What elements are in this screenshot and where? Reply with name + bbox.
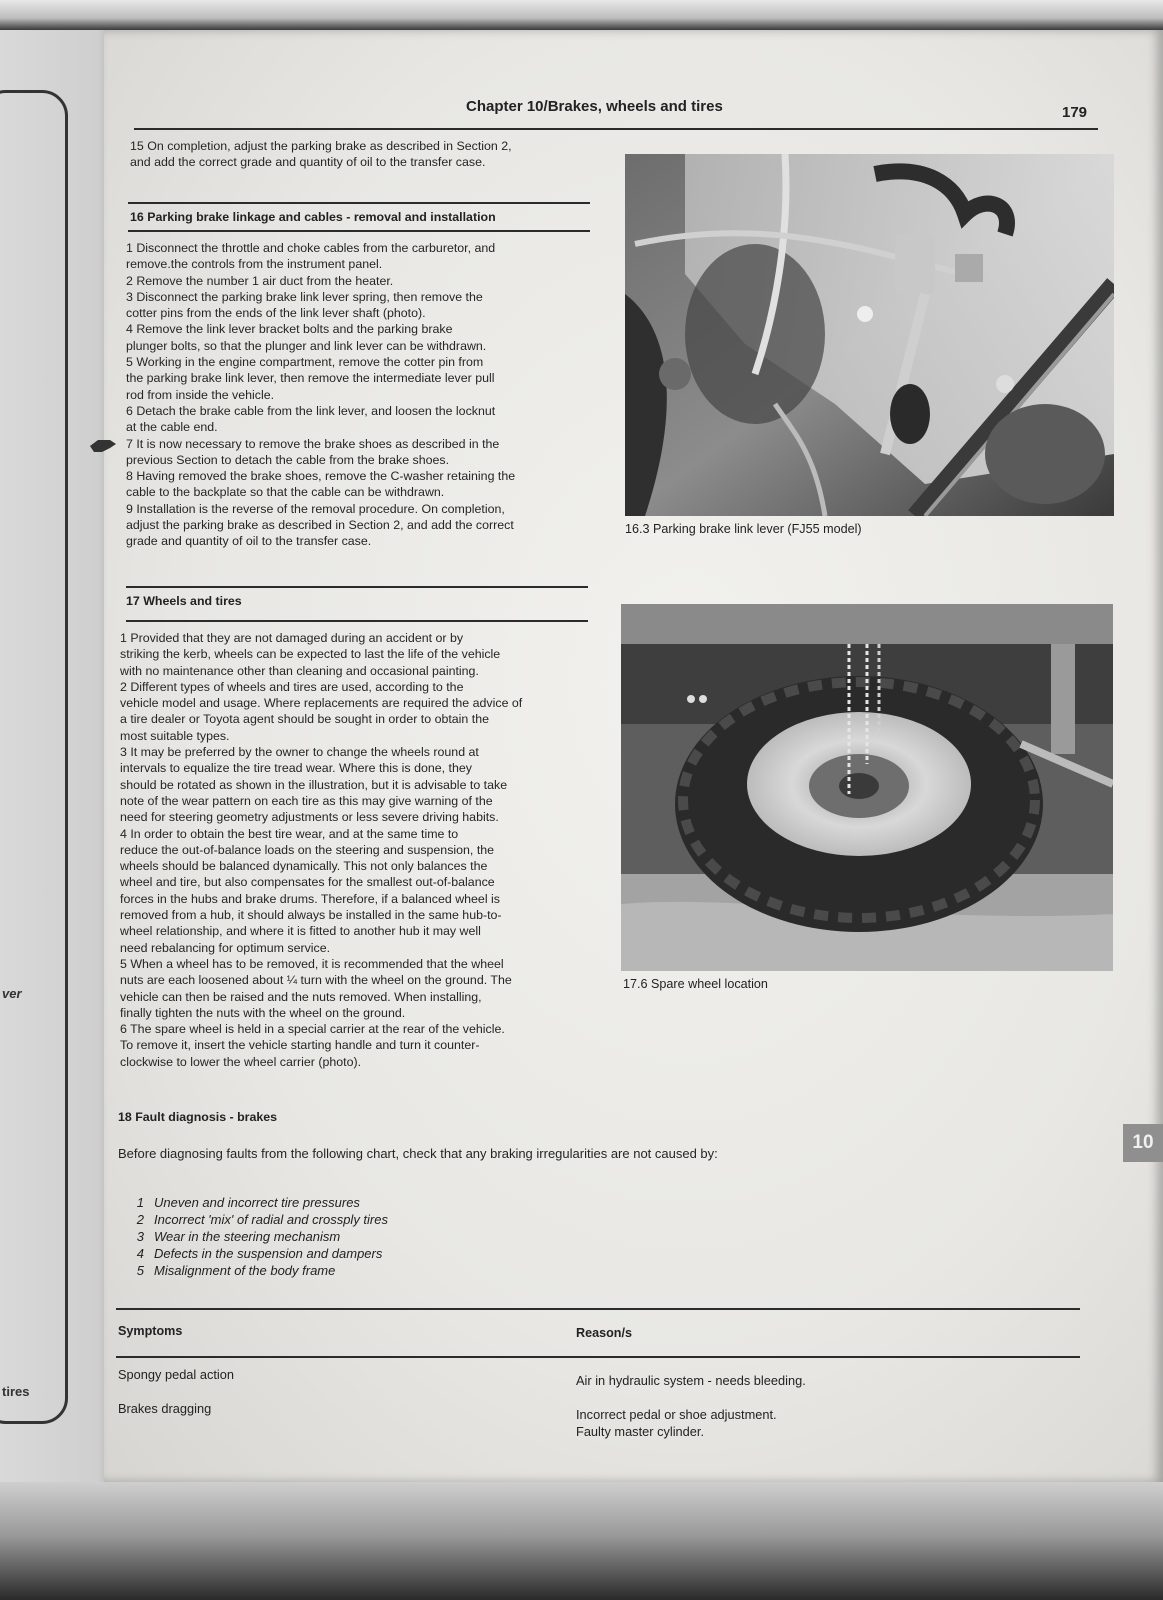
text-line: 6 Detach the brake cable from the link lever, and loosen the locknut <box>126 403 496 418</box>
text-line: 2 Different types of wheels and tires are used, according to the <box>120 679 464 694</box>
section-17-title: 17 Wheels and tires <box>126 594 242 608</box>
text-line: need rebalancing for optimum service. <box>120 940 331 955</box>
col-header-symptoms: Symptoms <box>118 1324 183 1338</box>
previous-page-label: tires <box>2 1384 30 1399</box>
text-line: 5 When a wheel has to be removed, it is recommended that the wheel <box>120 956 504 971</box>
text-line: clockwise to lower the wheel carrier (photo). <box>120 1054 362 1069</box>
photo-caption: 17.6 Spare wheel location <box>623 977 768 991</box>
photo-caption: 16.3 Parking brake link lever (FJ55 model) <box>625 522 862 536</box>
section-rule <box>126 586 588 588</box>
section-rule <box>126 620 588 622</box>
book-page <box>104 30 1163 1482</box>
previous-page-frame <box>0 90 68 1424</box>
intro-text <box>130 138 600 171</box>
text-line: striking the kerb, wheels can be expected to last the life of the vehicle <box>120 647 501 662</box>
text-line: 3 It may be preferred by the owner to change the wheels round at <box>120 745 479 760</box>
section-16-body <box>126 240 601 550</box>
text-line: 8 Having removed the brake shoes, remove the C-washer retaining the <box>126 469 516 484</box>
text-line: cotter pins from the ends of the link lever shaft (photo). <box>126 306 426 321</box>
text-line: previous Section to detach the cable from the brake shoes. <box>126 452 450 467</box>
text-line: wheels should be balanced dynamically. This not only balances the <box>120 859 488 874</box>
section-17-body <box>120 630 602 1070</box>
section-rule <box>128 230 590 232</box>
list-item: 3 Wear in the steering mechanism <box>136 1229 341 1244</box>
text-line: and add the correct grade and quantity of oil to the transfer case. <box>130 155 486 170</box>
chapter-header: Chapter 10/Brakes, wheels and tires <box>466 98 723 115</box>
text-line: need for steering geometry adjustments or less severe driving habits. <box>120 810 499 825</box>
text-line: 4 In order to obtain the best tire wear, and at the same time to <box>120 826 459 841</box>
text-line: reduce the out-of-balance loads on the steering and suspension, the <box>120 842 495 857</box>
table-top-rule <box>116 1308 1080 1310</box>
text-line: the parking brake link lever, then remove the intermediate lever pull <box>126 371 495 386</box>
text-line: rod from inside the vehicle. <box>126 387 275 402</box>
text-line: grade and quantity of oil to the transfer case. <box>126 534 372 549</box>
text-line: 7 It is now necessary to remove the brake shoes as described in the <box>126 436 500 451</box>
text-line: adjust the parking brake as described in Section 2, and add the correct <box>126 518 514 533</box>
text-line: intervals to equalize the tire tread wear. Where this is done, they <box>120 761 472 776</box>
text-line: 1 Disconnect the throttle and choke cables from the carburetor, and <box>126 241 496 255</box>
text-line: finally tighten the nuts with the wheel on the ground. <box>120 1005 406 1020</box>
chapter-tab: 10 <box>1123 1124 1163 1162</box>
previous-page-label: ver <box>2 986 22 1001</box>
table-header-rule <box>116 1356 1080 1358</box>
text-line: 6 The spare wheel is held in a special carrier at the rear of the vehicle. <box>120 1022 505 1037</box>
text-line: 2 Remove the number 1 air duct from the heater. <box>126 273 394 288</box>
section-16-title: 16 Parking brake linkage and cables - removal and installation <box>130 210 496 224</box>
text-line: with no maintenance other than cleaning and occasional painting. <box>120 663 479 678</box>
pointing-hand-icon <box>88 434 118 458</box>
scanner-edge-bottom <box>0 1482 1163 1600</box>
text-line: cable to the backplate so that the cable can be withdrawn. <box>126 485 445 500</box>
section-rule <box>128 202 590 204</box>
text-line: wheel relationship, and where it is fitted to another hub it may well <box>120 924 481 939</box>
text-line: 5 Working in the engine compartment, remove the cotter pin from <box>126 355 484 370</box>
list-item: 2 Incorrect 'mix' of radial and crossply tires <box>136 1212 388 1227</box>
section-18-intro: Before diagnosing faults from the following chart, check that any braking irregularities are not caused by: <box>118 1146 718 1161</box>
table-cell-symptom: Brakes dragging <box>118 1401 212 1416</box>
list-item: 4 Defects in the suspension and dampers <box>136 1246 383 1261</box>
text-line: remove.the controls from the instrument panel. <box>126 257 383 272</box>
text-line: nuts are each loosened about ¼ turn with the wheel on the ground. The <box>120 973 512 988</box>
text-line: vehicle can then be raised and the nuts removed. When installing, <box>120 989 482 1004</box>
text-line: 1 Provided that they are not damaged during an accident or by <box>120 631 464 645</box>
photo-spare-wheel-location <box>621 604 1113 971</box>
text-line: most suitable types. <box>120 728 230 743</box>
text-line: 4 Remove the link lever bracket bolts and the parking brake <box>126 322 453 337</box>
section-18-title: 18 Fault diagnosis - brakes <box>118 1110 278 1124</box>
fault-precheck-list <box>122 1194 388 1279</box>
text-line: forces in the hubs and brake drums. Therefore, if a balanced wheel is <box>120 891 500 906</box>
list-item: 1 Uneven and incorrect tire pressures <box>136 1195 360 1210</box>
text-line: removed from a hub, it should always be installed in the same hub-to- <box>120 908 502 923</box>
table-cell-reason: Air in hydraulic system - needs bleeding. <box>576 1373 806 1388</box>
text-line: plunger bolts, so that the plunger and link lever can be withdrawn. <box>126 338 487 353</box>
text-line: at the cable end. <box>126 420 218 435</box>
photo-parking-brake-link-lever <box>625 154 1114 516</box>
text-line: wheel and tire, but also compensates for the smallest out-of-balance <box>120 875 495 890</box>
text-line: note of the wear pattern on each tire as this may give warning of the <box>120 793 493 808</box>
text-line: 9 Installation is the reverse of the removal procedure. On completion, <box>126 501 505 516</box>
text-line: 3 Disconnect the parking brake link lever spring, then remove the <box>126 289 483 304</box>
text-line: a tire dealer or Toyota agent should be sought in order to obtain the <box>120 712 489 727</box>
table-cell-reason: Incorrect pedal or shoe adjustment. Faulty master cylinder. <box>576 1407 777 1439</box>
text-line: vehicle model and usage. Where replacements are required the advice of <box>120 696 523 711</box>
list-item: 5 Misalignment of the body frame <box>136 1263 336 1278</box>
text-line: should be rotated as shown in the illustration, but it is advisable to take <box>120 777 508 792</box>
text-line: To remove it, insert the vehicle starting handle and turn it counter- <box>120 1038 480 1053</box>
scanner-edge-top <box>0 0 1163 30</box>
table-cell-symptom: Spongy pedal action <box>118 1367 234 1382</box>
page-number: 179 <box>1062 104 1088 121</box>
col-header-reasons: Reason/s <box>576 1326 632 1340</box>
text-line: 15 On completion, adjust the parking brake as described in Section 2, <box>130 139 512 153</box>
header-rule <box>134 128 1098 130</box>
